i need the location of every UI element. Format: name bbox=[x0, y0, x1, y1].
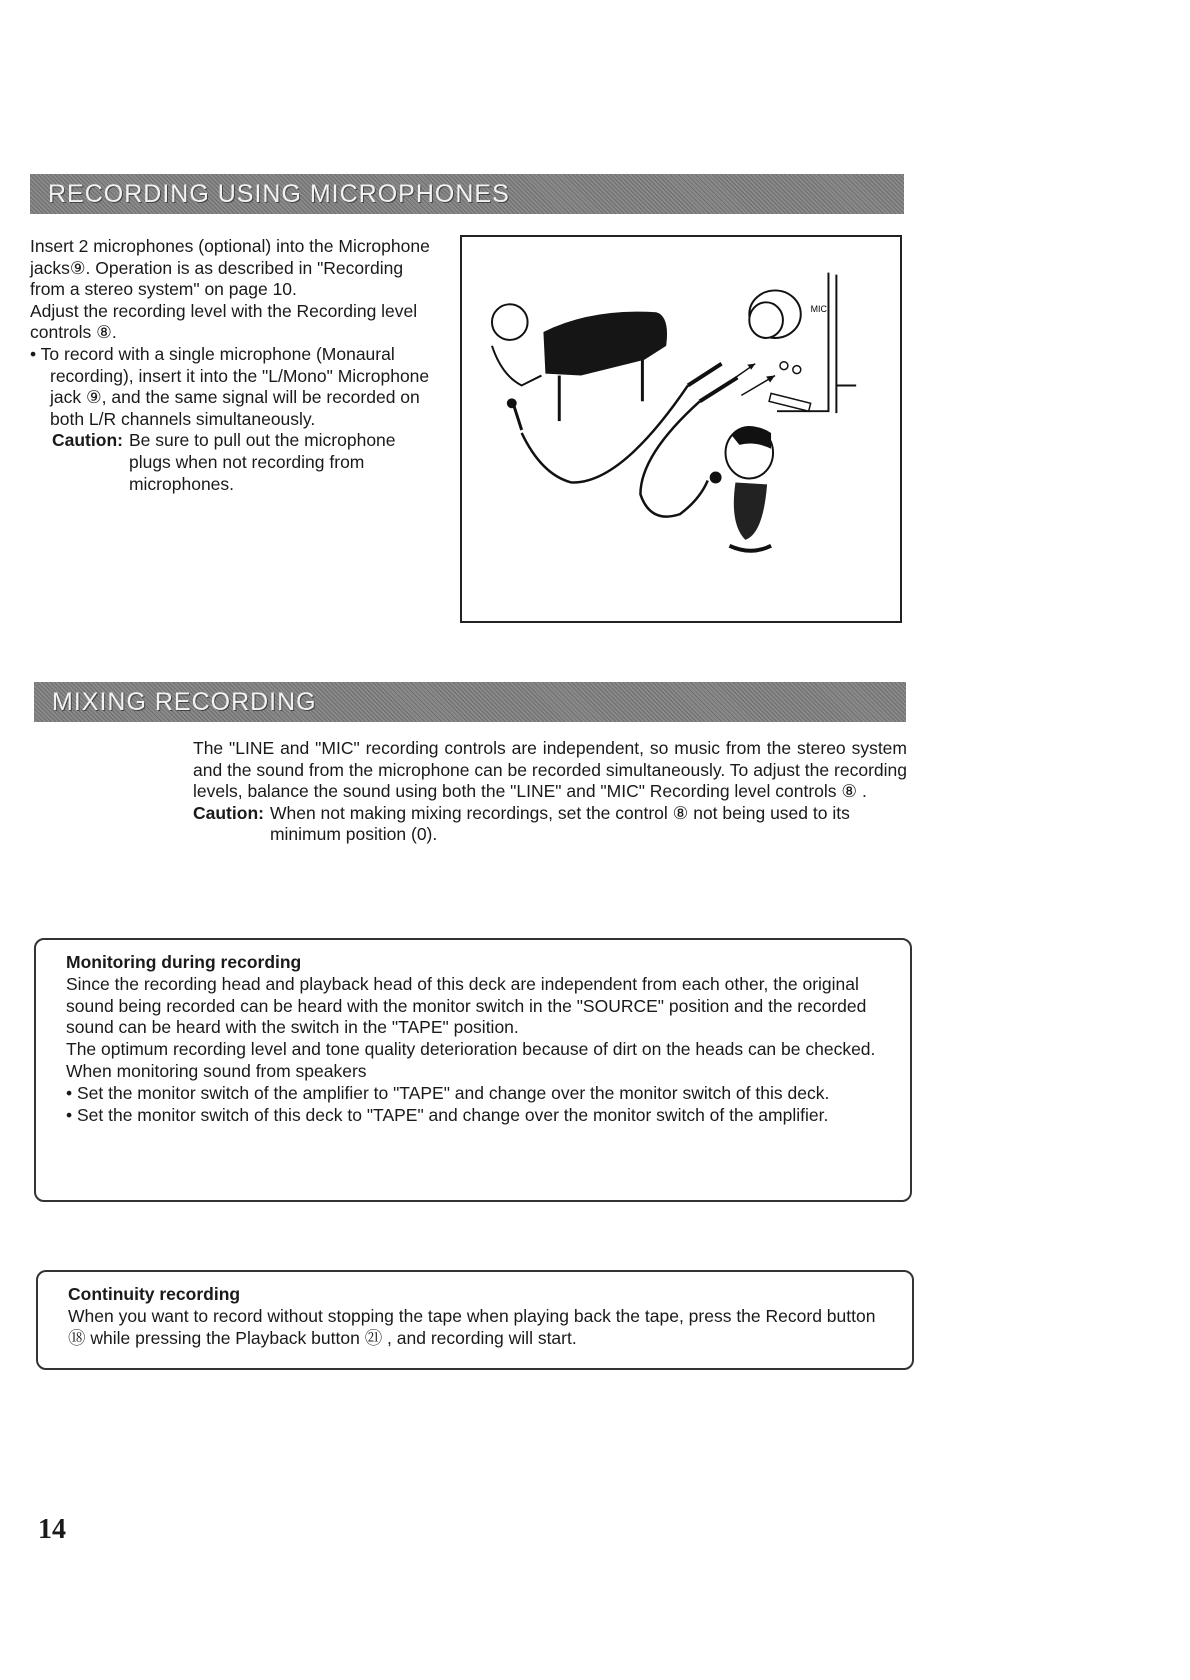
mixing-instructions bbox=[193, 738, 907, 846]
piano-icon bbox=[543, 312, 667, 376]
bullet-single-microphone: • To record with a single microphone (Monaural recording), insert it into the "L/Mono" Microphone jack ⑨, and the same signal will be recorded on both L/R channels simultaneously. bbox=[30, 343, 430, 429]
section-heading-recording-microphones bbox=[30, 174, 904, 214]
monitoring-bullet-2: • Set the monitor switch of this deck to "TAPE" and change over the monitor switch of the amplifier. bbox=[66, 1104, 829, 1125]
monitoring-title: Monitoring during recording bbox=[66, 952, 302, 972]
pianist-figure-icon bbox=[492, 304, 528, 340]
illustration-svg bbox=[462, 237, 900, 621]
page-number: 14 bbox=[38, 1514, 66, 1545]
section-heading-text: MIXING RECORDING bbox=[52, 687, 317, 716]
caution-label: Caution: bbox=[193, 802, 264, 823]
paragraph-insert-microphones: Insert 2 microphones (optional) into the Microphone jacks⑨. Operation is as described in "Recording from a stereo system" on page 10. bbox=[30, 236, 430, 300]
paragraph-mixing: The "LINE and "MIC" recording controls are independent, so music from the stereo system and the sound from the microphone can be recorded simultaneously. To adjust the recording levels, balance the sound using both the "LINE" and "MIC" Recording level controls ⑧ . bbox=[193, 738, 907, 802]
continuity-paragraph: When you want to record without stopping the tape when playing back the tape, press the Record button ⑱ while pressing the Playback button ㉑ , and recording will start. bbox=[68, 1305, 876, 1348]
caution-text: Be sure to pull out the microphone plugs when not recording from microphones. bbox=[128, 430, 396, 494]
monitoring-paragraph-3: When monitoring sound from speakers bbox=[66, 1060, 367, 1081]
continuity-note-box bbox=[36, 1270, 914, 1370]
paragraph-adjust-level: Adjust the recording level with the Recording level controls ⑧. bbox=[30, 300, 418, 343]
monitoring-note-box bbox=[34, 938, 912, 1202]
continuity-title: Continuity recording bbox=[68, 1284, 241, 1304]
cable bbox=[522, 385, 688, 482]
jack-icon bbox=[780, 362, 788, 370]
section-heading-mixing-recording bbox=[34, 682, 906, 722]
microphone-icon bbox=[507, 398, 517, 408]
monitoring-bullet-1: • Set the monitor switch of the amplifier to "TAPE" and change over the monitor switch of this deck. bbox=[66, 1082, 830, 1103]
caution-block bbox=[193, 803, 907, 846]
mic-label: MIC bbox=[810, 304, 827, 315]
monitoring-paragraph-1: Since the recording head and playback head of this deck are independent from each other, the original sound being recorded can be heard with the monitor switch in the "SOURCE" position and the recorded sound can be heard with the switch in the "TAPE" position. bbox=[66, 973, 867, 1038]
recording-instructions bbox=[30, 236, 436, 495]
section-heading-text: RECORDING USING MICROPHONES bbox=[48, 179, 510, 208]
caution-text: When not making mixing recordings, set the control ⑧ not being used to its minimum position (0). bbox=[269, 802, 850, 845]
caution-block bbox=[30, 430, 436, 495]
microphone-illustration bbox=[460, 235, 902, 623]
caution-label: Caution: bbox=[52, 430, 123, 451]
jack-icon bbox=[793, 366, 801, 374]
monitoring-paragraph-2: The optimum recording level and tone quality deterioration because of dirt on the heads can be checked. bbox=[66, 1039, 876, 1060]
microphone-icon bbox=[710, 472, 722, 484]
